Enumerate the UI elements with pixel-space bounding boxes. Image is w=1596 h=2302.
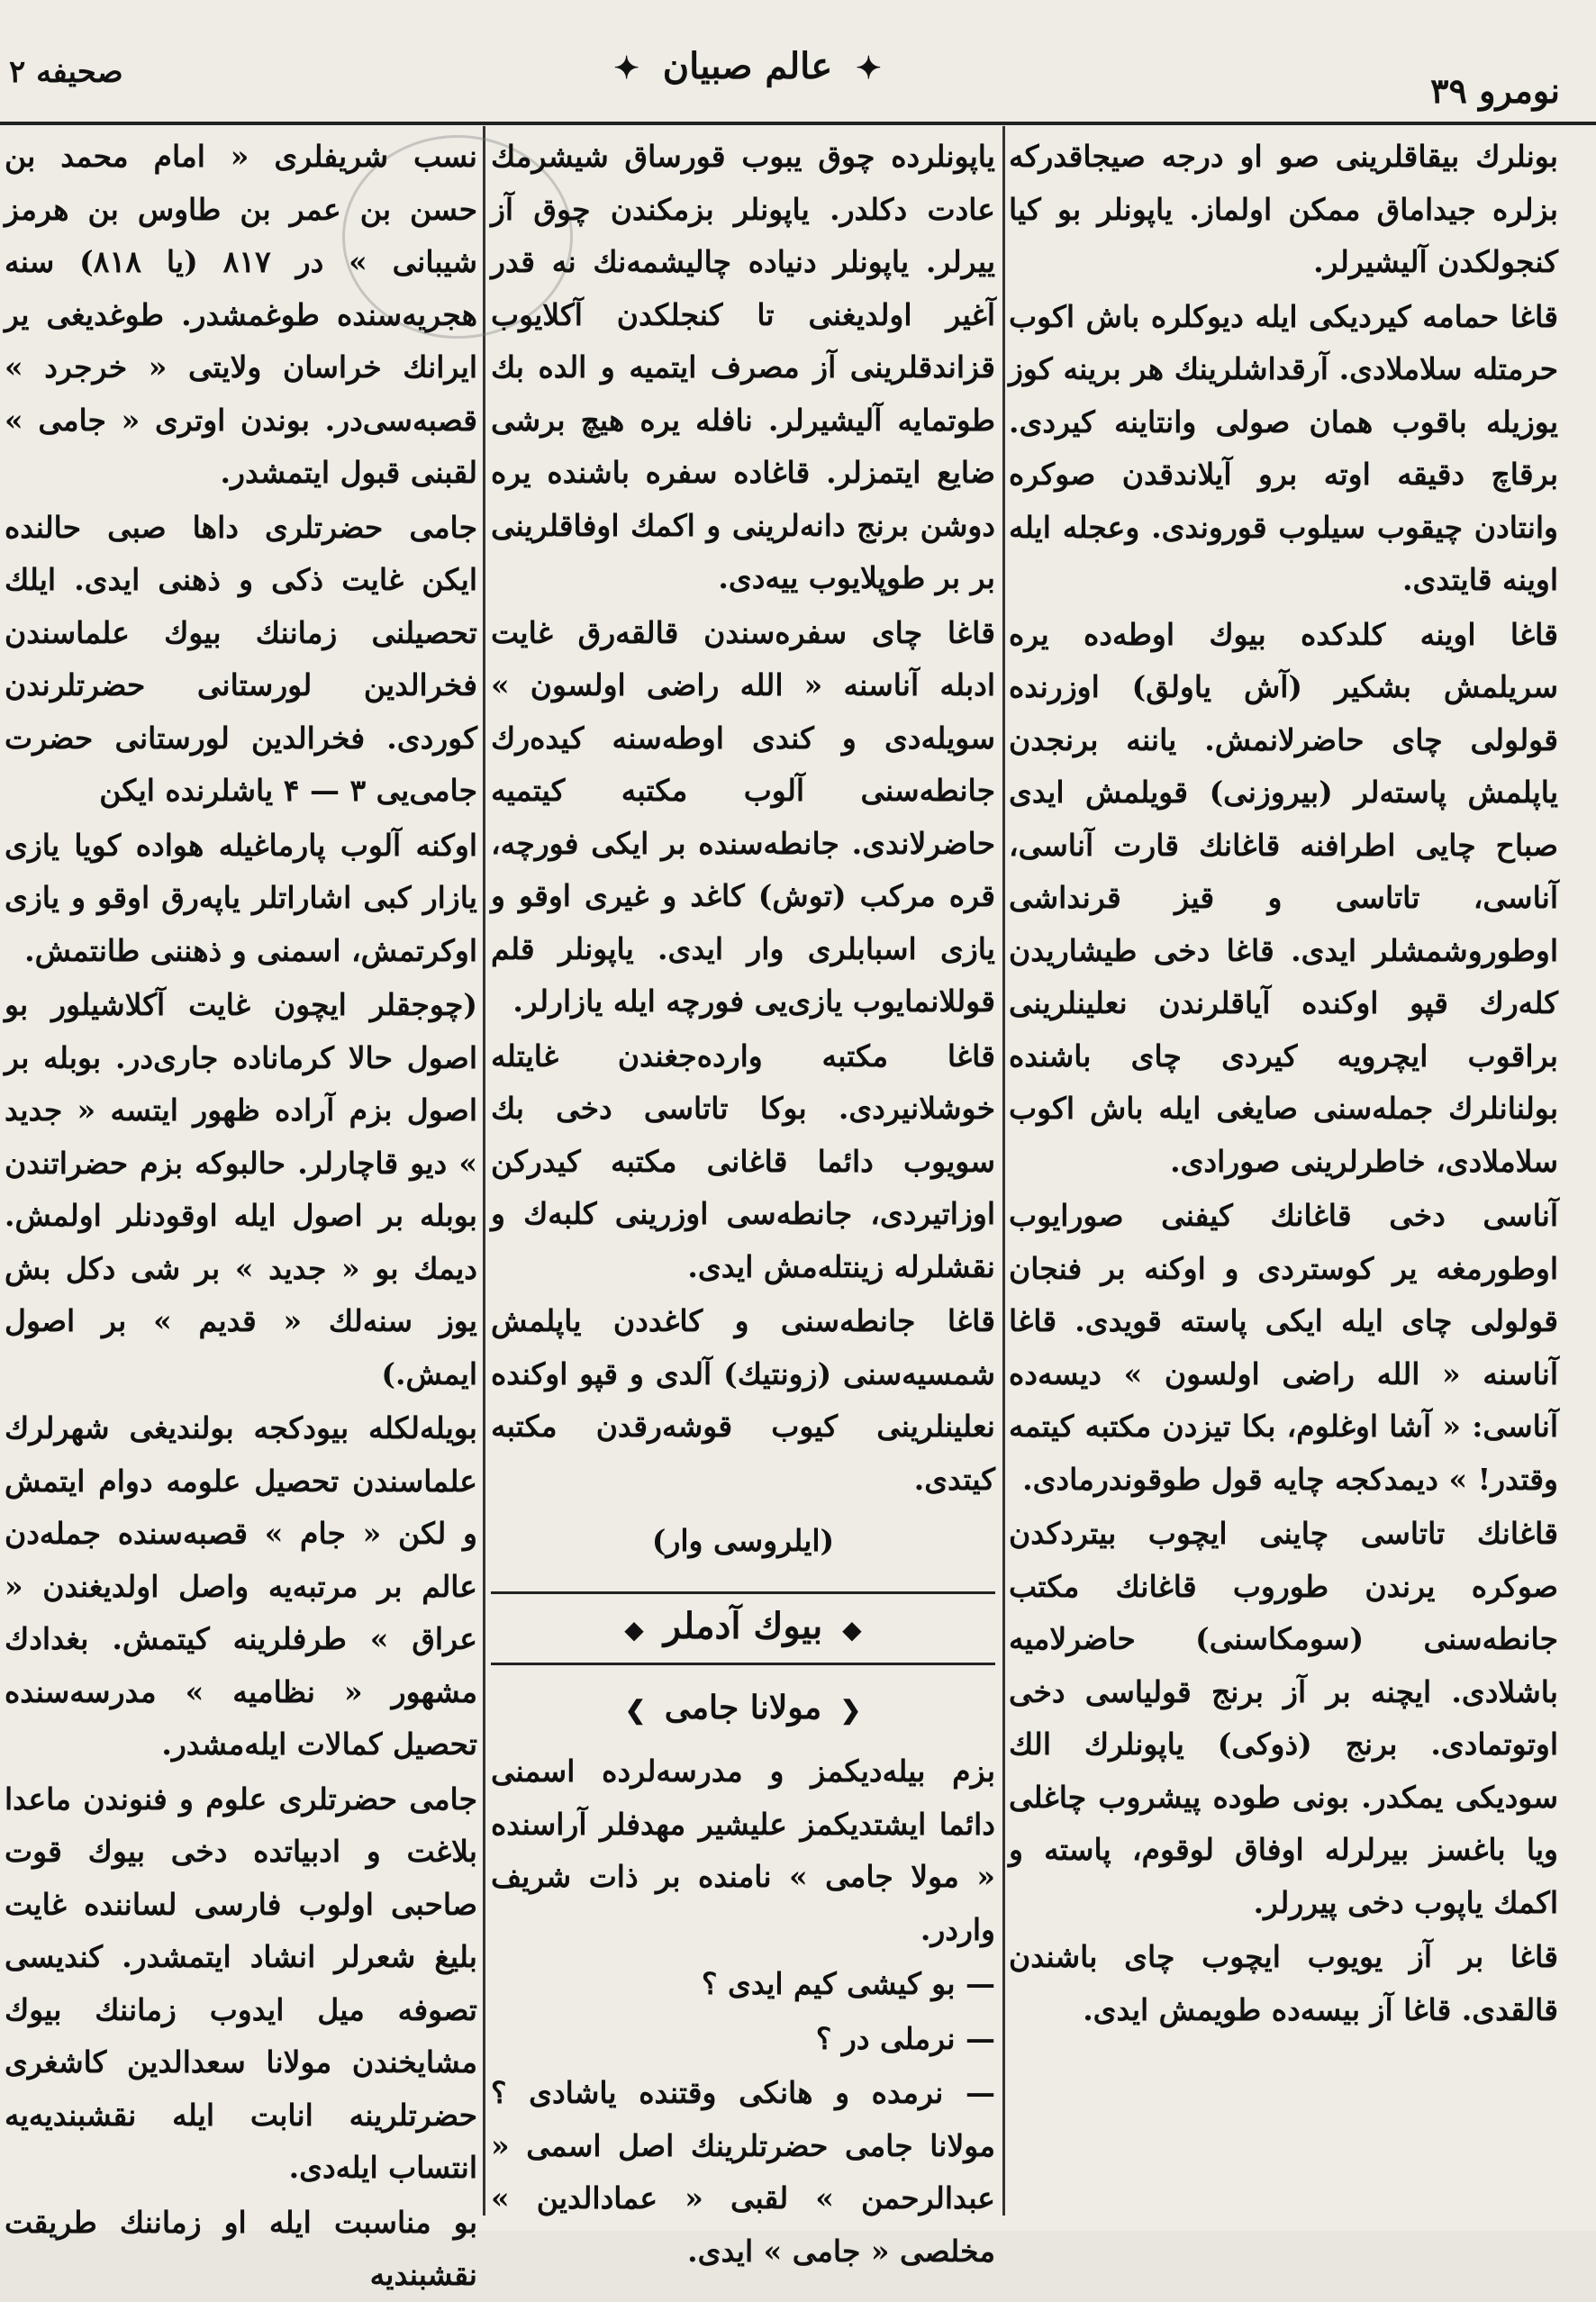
column-middle — [491, 131, 995, 2269]
column-left — [5, 131, 477, 2292]
section-heading — [491, 1591, 995, 1665]
column-divider — [483, 126, 485, 2216]
paragraph: قاغا مکتبه وارده‌جغندن غایتله خوشلانیردی. بوکا تاتاسی دخی بك سویوب دائما قاغانی مکتبه کیدرکن اوزاتیردی، جانطه‌سی اوزرینی کلبه‌ك و نقشلرله زینتله‌مش ایدی. — [491, 1038, 995, 1284]
paragraph: بزم بیله‌دیکمز و مدرسه‌لرده اسمنی دائما ایشتدیکمز علیشیر مهدفلر آراسنده « مولا جامی » نامنده بر ذات شریف واردر. — [491, 1754, 995, 1947]
paragraph: قاغانك تاتاسی چاینی ایچوب بیتردکدن صوکره یرندن طوروب قاغانك مکتب جانطه‌سنی (سومکاسنی) حاضرلامیه باشلادی. ایچنه بر آز برنج قولیاسی دخی اوتوتمادی. برنج (ذوکی) یاپونلرك الك سودیکی یمکدر. بونی طوده پیشروب چاغلی ویا باغسز بیرلرله اوفاق لوقوم، پاسته و اکمك یاپوب دخی پیررلر. — [1009, 1516, 1558, 1920]
ornament-icon: ◆ — [842, 1614, 862, 1645]
paragraph: قاغا اوینه کلدکده بیوك اوطه‌ده یره سریلمش بشکیر (آش یاولق) اوزرنده قولولی چای حاضرلانمش. یاننه برنجدن یاپلمش پاستەلر (بیروزنی) قویلمش ایدی صباح چایی اطرافنه قاغانك قارت آناسی، آناسی، تاتاسی و قیز قرنداشی اوطوروشمشلر ایدی. قاغا دخی طیشاریدن کلەرك قپو اوکنده آیاقلرندن نعلینلرینی براقوب ایچرویه کیردی چای باشنده بولنانلرك جمله‌سنی صایغی ایله باش اکوب سلاملادی، خاطرلرینی صورادی. — [1009, 616, 1558, 1179]
paragraph: (چوجقلر ایچون غایت آکلاشیلور بو اصول حالا کرماناده جاری‌در. بوبله بر اصول بزم آراده ظهور ایتسه « جدید » دیو قاچارلر. حالبوکه بزم حضراتندن بوبله بر اصول ایله اوقودنلر اولمش. دیمك بو « جدید » بر شی دکل بش یوز سنه‌لك « قدیم » بر اصول ایمش.) — [5, 987, 477, 1391]
ornament-icon: ❯ — [624, 1694, 647, 1725]
ornament-icon: ✦ — [613, 50, 639, 86]
paragraph: بویله‌لکله بیودکجه بولندیغی شهرلرك علماسندن تحصیل علومه دوام ایتمش و لکن « جام » قصبه‌سنده جمله‌دن عالم بر مرتبه‌یه واصل اولدیغندن « عراق » طرفلرینه کیتمش. بغدادك مشهور « نظامیه » مدرسه‌سنده تحصیل کمالات ایله‌مشدر. — [5, 1410, 477, 1762]
paragraph: قاغا جانطه‌سنی و کاغددن یاپلمش شمسیه‌سنی (زونتیك) آلدی و قپو اوکنده نعلینلرینی کیوب قوشه‌رقدن مکتبه کیتدی. — [491, 1303, 995, 1497]
section-heading-text: بیوك آدملر — [663, 1604, 823, 1647]
column-divider — [1002, 126, 1005, 2216]
paragraph: یاپونلرده چوق یبوب قورساق شیشرمك عادت دکلدر. یاپونلر بزمکندن چوق آز ییرلر. یاپونلر دنیاده چالیشمه‌نك نه قدر آغیر اولدیغنی تا کنجلکدن آکلایوب قزاندقلرینی آز مصرف ایتمیه و الده بك طوتمایه آلیشیرلر. نافله یره هیچ برشی ضایع ایتمزلر. قاغاده سفره باشنده یره دوشن برنج دانه‌لرینی و اکمك اوفاقلرینی بر بر طوپلایوب ییه‌دی. — [491, 139, 995, 595]
paragraph: بونلرك بیقاقلرینی صو او درجه صیجاقدرکه بزلره جیداماق ممکن اولماز. یاپونلر بو کیا کنجولکدن آلیشیرلر. — [1009, 139, 1558, 279]
paragraph: جامی حضرتلری داها صبی حالنده ایکن غایت ذکی و ذهنی ایدی. ایلك تحصیلنی زماننك بیوك علماسندن فخرالدین لورستانی حضرتلرندن کوردی. فخرالدین لورستانی حضرت جامی‌یی ۳ — ۴ یاشلرنده ایکن — [5, 509, 477, 808]
masthead — [0, 27, 1596, 126]
paragraph: جامی حضرتلری علوم و فنوندن ماعدا بلاغت و ادبیاتده دخی بیوك قوت صاحبی اولوب فارسی لساننده غایت بلیغ شعرلر انشاد ایتمشدر. کندیسی تصوفه میل ایدوب زماننك بیوك مشایخندن مولانا سعدالدین کاشغری حضرتلرینه انابت ایله نقشبندیه‌یه انتساب ایله‌دی. — [5, 1781, 477, 2185]
paragraph: قاغا حمامه کیردیکی ایله دیوکلره باش اکوب حرمتله سلاملادی. آرقداشلرینك هر برینه کوز یوزیله باقوب همان صولی وانتاینه کیردی. برقاچ دقیقه اوته برو آیلاندقدن صوکره وانتادن چیقوب سیلوب قوروندی. وعجله ایله اوینه قایتدی. — [1009, 298, 1558, 597]
paragraph: — نرملی در ؟ — [815, 2020, 995, 2056]
article-title — [491, 1681, 995, 1737]
ornament-icon: ❮ — [839, 1694, 862, 1725]
ornament-icon: ✦ — [856, 50, 882, 86]
page-label: صحیفه ۲ — [9, 54, 123, 90]
paragraph: نسب شریفلری « امام محمد بن حسن بن عمر بن طاوس بن هرمز شیبانی » در ۸۱۷ (یا ۸۱۸) سنه هجریه‌سنده طوغمشدر. طوغدیغی یر ایرانك خراسان ولایتی « خرجرد » قصبه‌سی‌در. بوندن اوتری « جامی » لقبنی قبول ایتمشدر. — [5, 139, 477, 490]
paragraph: — نرمده و هانکی وقتنده یاشادی ؟ مولانا جامی حضرتلرینك اصل اسمی « عبدالرحمن » لقبی « عمادالدین » مخلصی « جامی » ایدی. — [491, 2075, 995, 2269]
article-title-text: مولانا جامی — [664, 1688, 822, 1726]
paragraph: آناسی دخی قاغانك کیفنی صورایوب اوطورمغه یر کوستردی و اوکنه بر فنجان قولولی چای ایله ایکی پاسته قویدی. قاغا آناسنه « الله راضی اولسون » دیسه‌ده آناسی: « آشا اوغلوم، بکا تیزدن مکتبه کیتمه وقتدر! » دیمدکجه چایه قول طوقوندرمادی. — [1009, 1198, 1558, 1497]
continued-note: (ایلروسی وار) — [651, 1523, 835, 1558]
ornament-icon: ◆ — [624, 1614, 644, 1645]
header-rule — [0, 122, 1596, 125]
paragraph: قاغا چای سفره‌سندن قالقه‌رق غایت ادبله آناسنه « الله راضی اولسون » سویله‌دی و کندی اوطه‌سنه کیده‌رك جانطه‌سنی آلوب مکتبه کیتمیه حاضرلاندی. جانطه‌سنده بر ایکی فورچه، قره مرکب (توش) کاغد و غیری اوقو و یازی اسبابلری وار ایدی. یاپونلر قلم قوللانمایوب یازی‌یی فورچه ایله یازارلر. — [491, 614, 995, 1019]
title-text: عالم صبیان — [662, 45, 833, 87]
paragraph: قاغا بر آز یویوب ایچوب چای باشندن قالقدی. قاغا آز بیسه‌ده طویمش ایدی. — [1009, 1939, 1558, 2027]
paragraph: اوکنه آلوب پارماغیله هواده کویا یازی یازار کبی اشاراتلر یاپه‌رق اوقو و یازی اوکرتمش، اسمنی و ذهننی طانتمش. — [5, 827, 477, 968]
issue-number: نومرو ۳۹ — [1430, 70, 1560, 111]
paragraph: — بو کیشی کیم ایدی ؟ — [702, 1966, 995, 2001]
paragraph: بو مناسبت ایله او زماننك طریقت نقشبندیه — [5, 2204, 477, 2292]
newspaper-title — [558, 45, 937, 87]
column-right — [1009, 131, 1558, 2220]
